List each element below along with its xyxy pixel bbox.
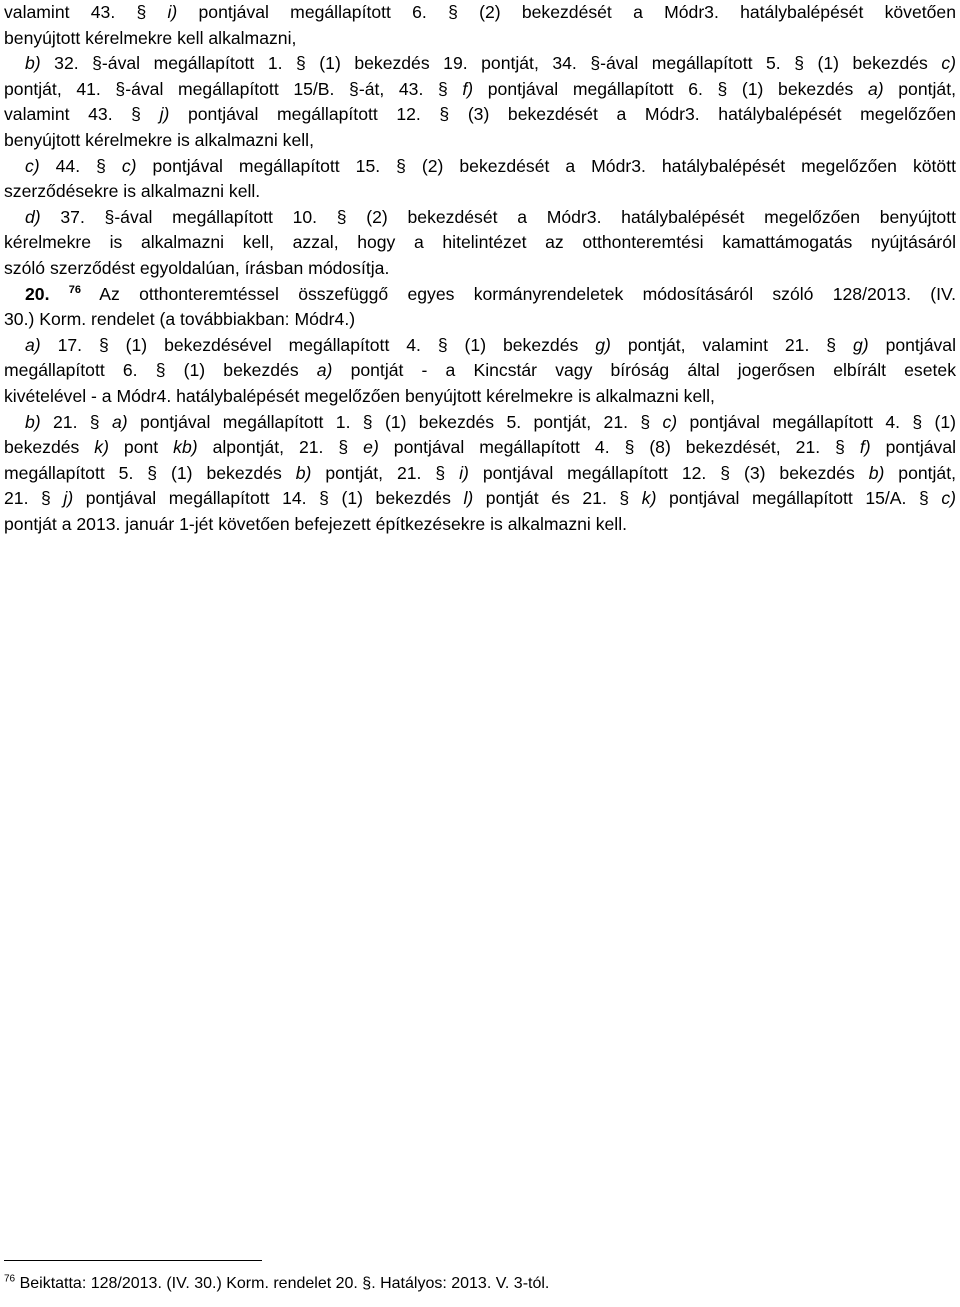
italic-ref: b) bbox=[25, 411, 41, 432]
italic-ref: i) bbox=[459, 462, 469, 483]
text-line bbox=[4, 435, 956, 461]
text-line bbox=[4, 486, 956, 512]
text-line bbox=[4, 154, 956, 180]
section-heading-line bbox=[4, 282, 956, 308]
italic-ref: g) bbox=[595, 334, 611, 355]
footnote-ref[interactable]: 76 bbox=[68, 283, 81, 296]
text-line bbox=[4, 333, 956, 359]
italic-ref: kb) bbox=[173, 437, 198, 458]
text-span: pontjával bbox=[868, 334, 956, 355]
text-span: pontjával megállapított 12. § (3) bekezdését a Módr3. hatálybalépését megelőzően bbox=[169, 104, 956, 125]
italic-ref: c) bbox=[121, 155, 137, 176]
text-span: pontjával megállapított 6. § (2) bekezdését a Módr3. hatálybalépését követően bbox=[177, 2, 956, 22]
text-line: szóló szerződést egyoldalúan, írásban módosítja. bbox=[4, 257, 390, 278]
text-span: pontjával megállapított 12. § (3) bekezdés bbox=[468, 462, 869, 483]
text-span: pontját, bbox=[884, 462, 956, 483]
text-span: 20. bbox=[25, 283, 50, 304]
italic-ref: a) bbox=[867, 78, 884, 99]
text-span: pontjával bbox=[870, 437, 957, 458]
text-line: kérelmekre is alkalmazni kell, azzal, hogy a hitelintézet az otthonteremtési kamattámogatás nyújtásáról bbox=[4, 232, 956, 253]
text-span: bekezdés bbox=[4, 437, 95, 458]
text-line bbox=[4, 461, 956, 487]
italic-ref: c) bbox=[662, 411, 678, 432]
text-span: 17. § (1) bekezdésével megállapított 4. § (1) bekezdés bbox=[40, 334, 596, 355]
text-line bbox=[4, 0, 956, 26]
italic-ref: b) bbox=[868, 462, 885, 483]
document-body bbox=[4, 0, 956, 537]
footnote-text: Beiktatta: 128/2013. (IV. 30.) Korm. rendelet 20. §. Hatályos: 2013. V. 3-tól. bbox=[15, 1275, 550, 1292]
text-line bbox=[4, 410, 956, 436]
footnote bbox=[4, 1272, 944, 1296]
text-span: 21. § bbox=[40, 411, 112, 432]
italic-ref: c) bbox=[941, 488, 957, 509]
text-line: benyújtott kérelmekre is alkalmazni kell, bbox=[4, 129, 314, 150]
text-span: pontjával megállapított 4. § (8) bekezdését, 21. § bbox=[378, 437, 860, 458]
text-span: megállapított 5. § (1) bekezdés bbox=[4, 462, 296, 483]
text-span: pont bbox=[108, 437, 174, 458]
text-line bbox=[4, 77, 956, 103]
text-span: valamint 43. § bbox=[4, 2, 168, 22]
text-span: valamint 43. § bbox=[4, 104, 160, 125]
text-span: pontjával megállapított 1. § (1) bekezdés 5. pontját, 21. § bbox=[127, 411, 663, 432]
italic-ref: c) bbox=[941, 53, 956, 74]
footnote-separator bbox=[4, 1260, 262, 1261]
text-span: pontjával megállapított 6. § (1) bekezdés bbox=[473, 78, 868, 99]
text-span: Az otthonteremtéssel összefüggő egyes kormányrendeletek módosításáról szóló 128/2013. (IV. bbox=[81, 283, 957, 304]
text-span: pontjával megállapított 4. § (1) bbox=[677, 411, 956, 432]
text-line: 30.) Korm. rendelet (a továbbiakban: Módr4.) bbox=[4, 309, 356, 330]
italic-ref: a) bbox=[25, 334, 41, 355]
text-span: pontját és 21. § bbox=[473, 488, 642, 509]
italic-ref: f) bbox=[462, 78, 474, 99]
text-line bbox=[4, 358, 956, 384]
text-span: 21. § bbox=[4, 488, 64, 509]
text-span: 44. § bbox=[39, 155, 122, 176]
italic-ref: b) bbox=[295, 462, 312, 483]
text-span: megállapított 6. § (1) bekezdés bbox=[4, 360, 317, 381]
text-line: pontját a 2013. január 1-jét követően befejezett építkezésekre is alkalmazni kell. bbox=[4, 513, 627, 534]
text-span: 32. §-ával megállapított 1. § (1) bekezdés 19. pontját, 34. §-ával megállapított 5. § (1) bekezdés bbox=[40, 53, 942, 74]
text-line: kivételével - a Módr4. hatálybalépését megelőzően benyújtott kérelmekre is alkalmazni kell, bbox=[4, 385, 715, 406]
text-span: pontját, 41. §-ával megállapított 15/B. §-át, 43. § bbox=[4, 78, 463, 99]
text-span: pontjával megállapított 14. § (1) bekezdés bbox=[73, 488, 464, 509]
text-span: pontjával megállapított 15. § (2) bekezdését a Módr3. hatálybalépését megelőzően kötött bbox=[136, 155, 956, 176]
text-line bbox=[4, 51, 956, 77]
italic-ref: j) bbox=[159, 104, 170, 125]
italic-ref: k) bbox=[94, 437, 109, 458]
text-span: pontját, valamint 21. § bbox=[610, 334, 853, 355]
text-span: alpontját, 21. § bbox=[197, 437, 364, 458]
text-span: pontját, bbox=[883, 78, 956, 99]
italic-ref: j) bbox=[63, 488, 74, 509]
italic-ref: f) bbox=[859, 437, 871, 458]
text-line bbox=[4, 102, 956, 128]
text-span: pontját - a Kincstár vagy bíróság által jogerősen elbírált esetek bbox=[332, 360, 956, 381]
italic-ref: d) bbox=[25, 206, 41, 227]
text-span: pontjával megállapított 15/A. § bbox=[656, 488, 942, 509]
text-span: pontját, 21. § bbox=[311, 462, 460, 483]
text-line: benyújtott kérelmekre kell alkalmazni, bbox=[4, 27, 297, 48]
italic-ref: l) bbox=[463, 488, 474, 509]
italic-ref: i) bbox=[167, 2, 178, 22]
italic-ref: a) bbox=[316, 360, 333, 381]
text-line: szerződésekre is alkalmazni kell. bbox=[4, 181, 261, 202]
text-line bbox=[4, 205, 956, 231]
italic-ref: e) bbox=[363, 437, 379, 458]
italic-ref: c) bbox=[25, 155, 40, 176]
italic-ref: a) bbox=[111, 411, 128, 432]
text-span: 37. §-ával megállapított 10. § (2) bekezdését a Módr3. hatálybalépését megelőzően benyújtott bbox=[40, 206, 956, 227]
footnote-number: 76 bbox=[4, 1273, 16, 1285]
italic-ref: k) bbox=[641, 488, 657, 509]
italic-ref: g) bbox=[852, 334, 869, 355]
italic-ref: b) bbox=[25, 53, 41, 74]
